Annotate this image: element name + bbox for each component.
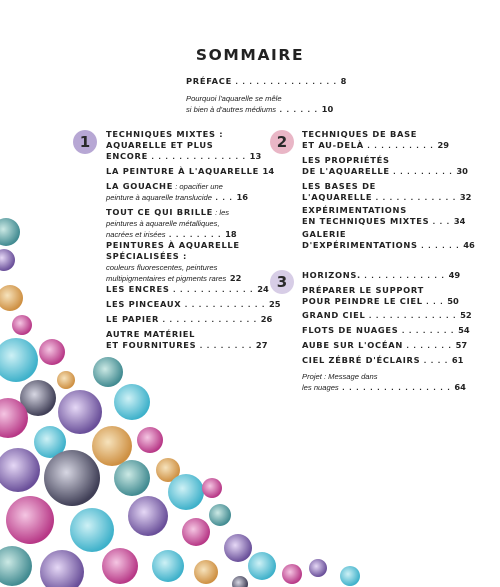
toc-entry-preface[interactable]: PRÉFACE . . . . . . . . . . . . . . . 8	[186, 76, 347, 86]
toc-entry-projet-message[interactable]: Projet : Message dans les nuages . . . . . . . . . . . . . . . . 64	[302, 372, 466, 392]
chapter-3-number: 3	[270, 270, 294, 294]
toc-entry-proprietes[interactable]: LES PROPRIÉTÉS DE L'AQUARELLE . . . . . . . . . 30	[302, 155, 468, 176]
toc-entry-gouache[interactable]: LA GOUACHE : opacifier une peinture à aquarelle translucide . . . 16	[106, 181, 249, 202]
toc-entry-grand-ciel[interactable]: GRAND CIEL . . . . . . . . . . . . . 52	[302, 310, 472, 320]
toc-entry-aube-ocean[interactable]: AUBE SUR L'OCÉAN . . . . . . . 57	[302, 340, 468, 350]
toc-entry-intro-essay[interactable]: Pourquoi l'aquarelle se mêle si bien à d'autres médiums . . . . . . 10	[186, 94, 334, 114]
toc-entry-peinture-aquarelle[interactable]: LA PEINTURE À L'AQUARELLE 14	[106, 166, 275, 176]
toc-entry-papier[interactable]: LE PAPIER . . . . . . . . . . . . . . 26	[106, 314, 273, 324]
toc-entry-ciel-eclairs[interactable]: CIEL ZÉBRÉ D'ÉCLAIRS . . . . 61	[302, 355, 464, 365]
toc-entry-preparer-support[interactable]: PRÉPARER LE SUPPORT POUR PEINDRE LE CIEL . . . 50	[302, 285, 459, 306]
toc-entry-peintures-specialisees[interactable]: PEINTURES À AQUARELLE SPÉCIALISÉES : couleurs fluorescentes, peintures multipigmentaires et pigments rares 22	[106, 240, 242, 283]
toc-entry-horizons[interactable]: HORIZONS. . . . . . . . . . . . . 49	[302, 270, 461, 280]
toc-entry-techniques-de-base[interactable]: TECHNIQUES DE BASE ET AU-DELÀ . . . . . . . . . . 29	[302, 129, 449, 150]
toc-entry-pinceaux[interactable]: LES PINCEAUX . . . . . . . . . . . . 25	[106, 299, 281, 309]
chapter-1-number: 1	[73, 130, 97, 154]
toc-entry-galerie[interactable]: GALERIE D'EXPÉRIMENTATIONS . . . . . . 46	[302, 229, 475, 250]
toc-entry-experimentations[interactable]: EXPÉRIMENTATIONS EN TECHNIQUES MIXTES . . . 34	[302, 205, 466, 226]
chapter-2-number: 2	[270, 130, 294, 154]
toc-entry-techniques-mixtes[interactable]: TECHNIQUES MIXTES : AQUARELLE ET PLUS ENCORE . . . . . . . . . . . . . . 13	[106, 129, 262, 161]
page-title: SOMMAIRE	[195, 46, 305, 64]
toc-entry-tout-ce-qui-brille[interactable]: TOUT CE QUI BRILLE : les peintures à aquarelle métalliques, nacrées et irisées . . . . . . . . 18	[106, 207, 237, 239]
toc-entry-flots-nuages[interactable]: FLOTS DE NUAGES . . . . . . . . 54	[302, 325, 470, 335]
toc-entry-autre-materiel[interactable]: AUTRE MATÉRIEL ET FOURNITURES . . . . . . . . 27	[106, 329, 268, 350]
toc-entry-encres[interactable]: LES ENCRES . . . . . . . . . . . . 24	[106, 284, 269, 294]
toc-entry-bases[interactable]: LES BASES DE L'AQUARELLE . . . . . . . . . . . . 32	[302, 181, 472, 202]
